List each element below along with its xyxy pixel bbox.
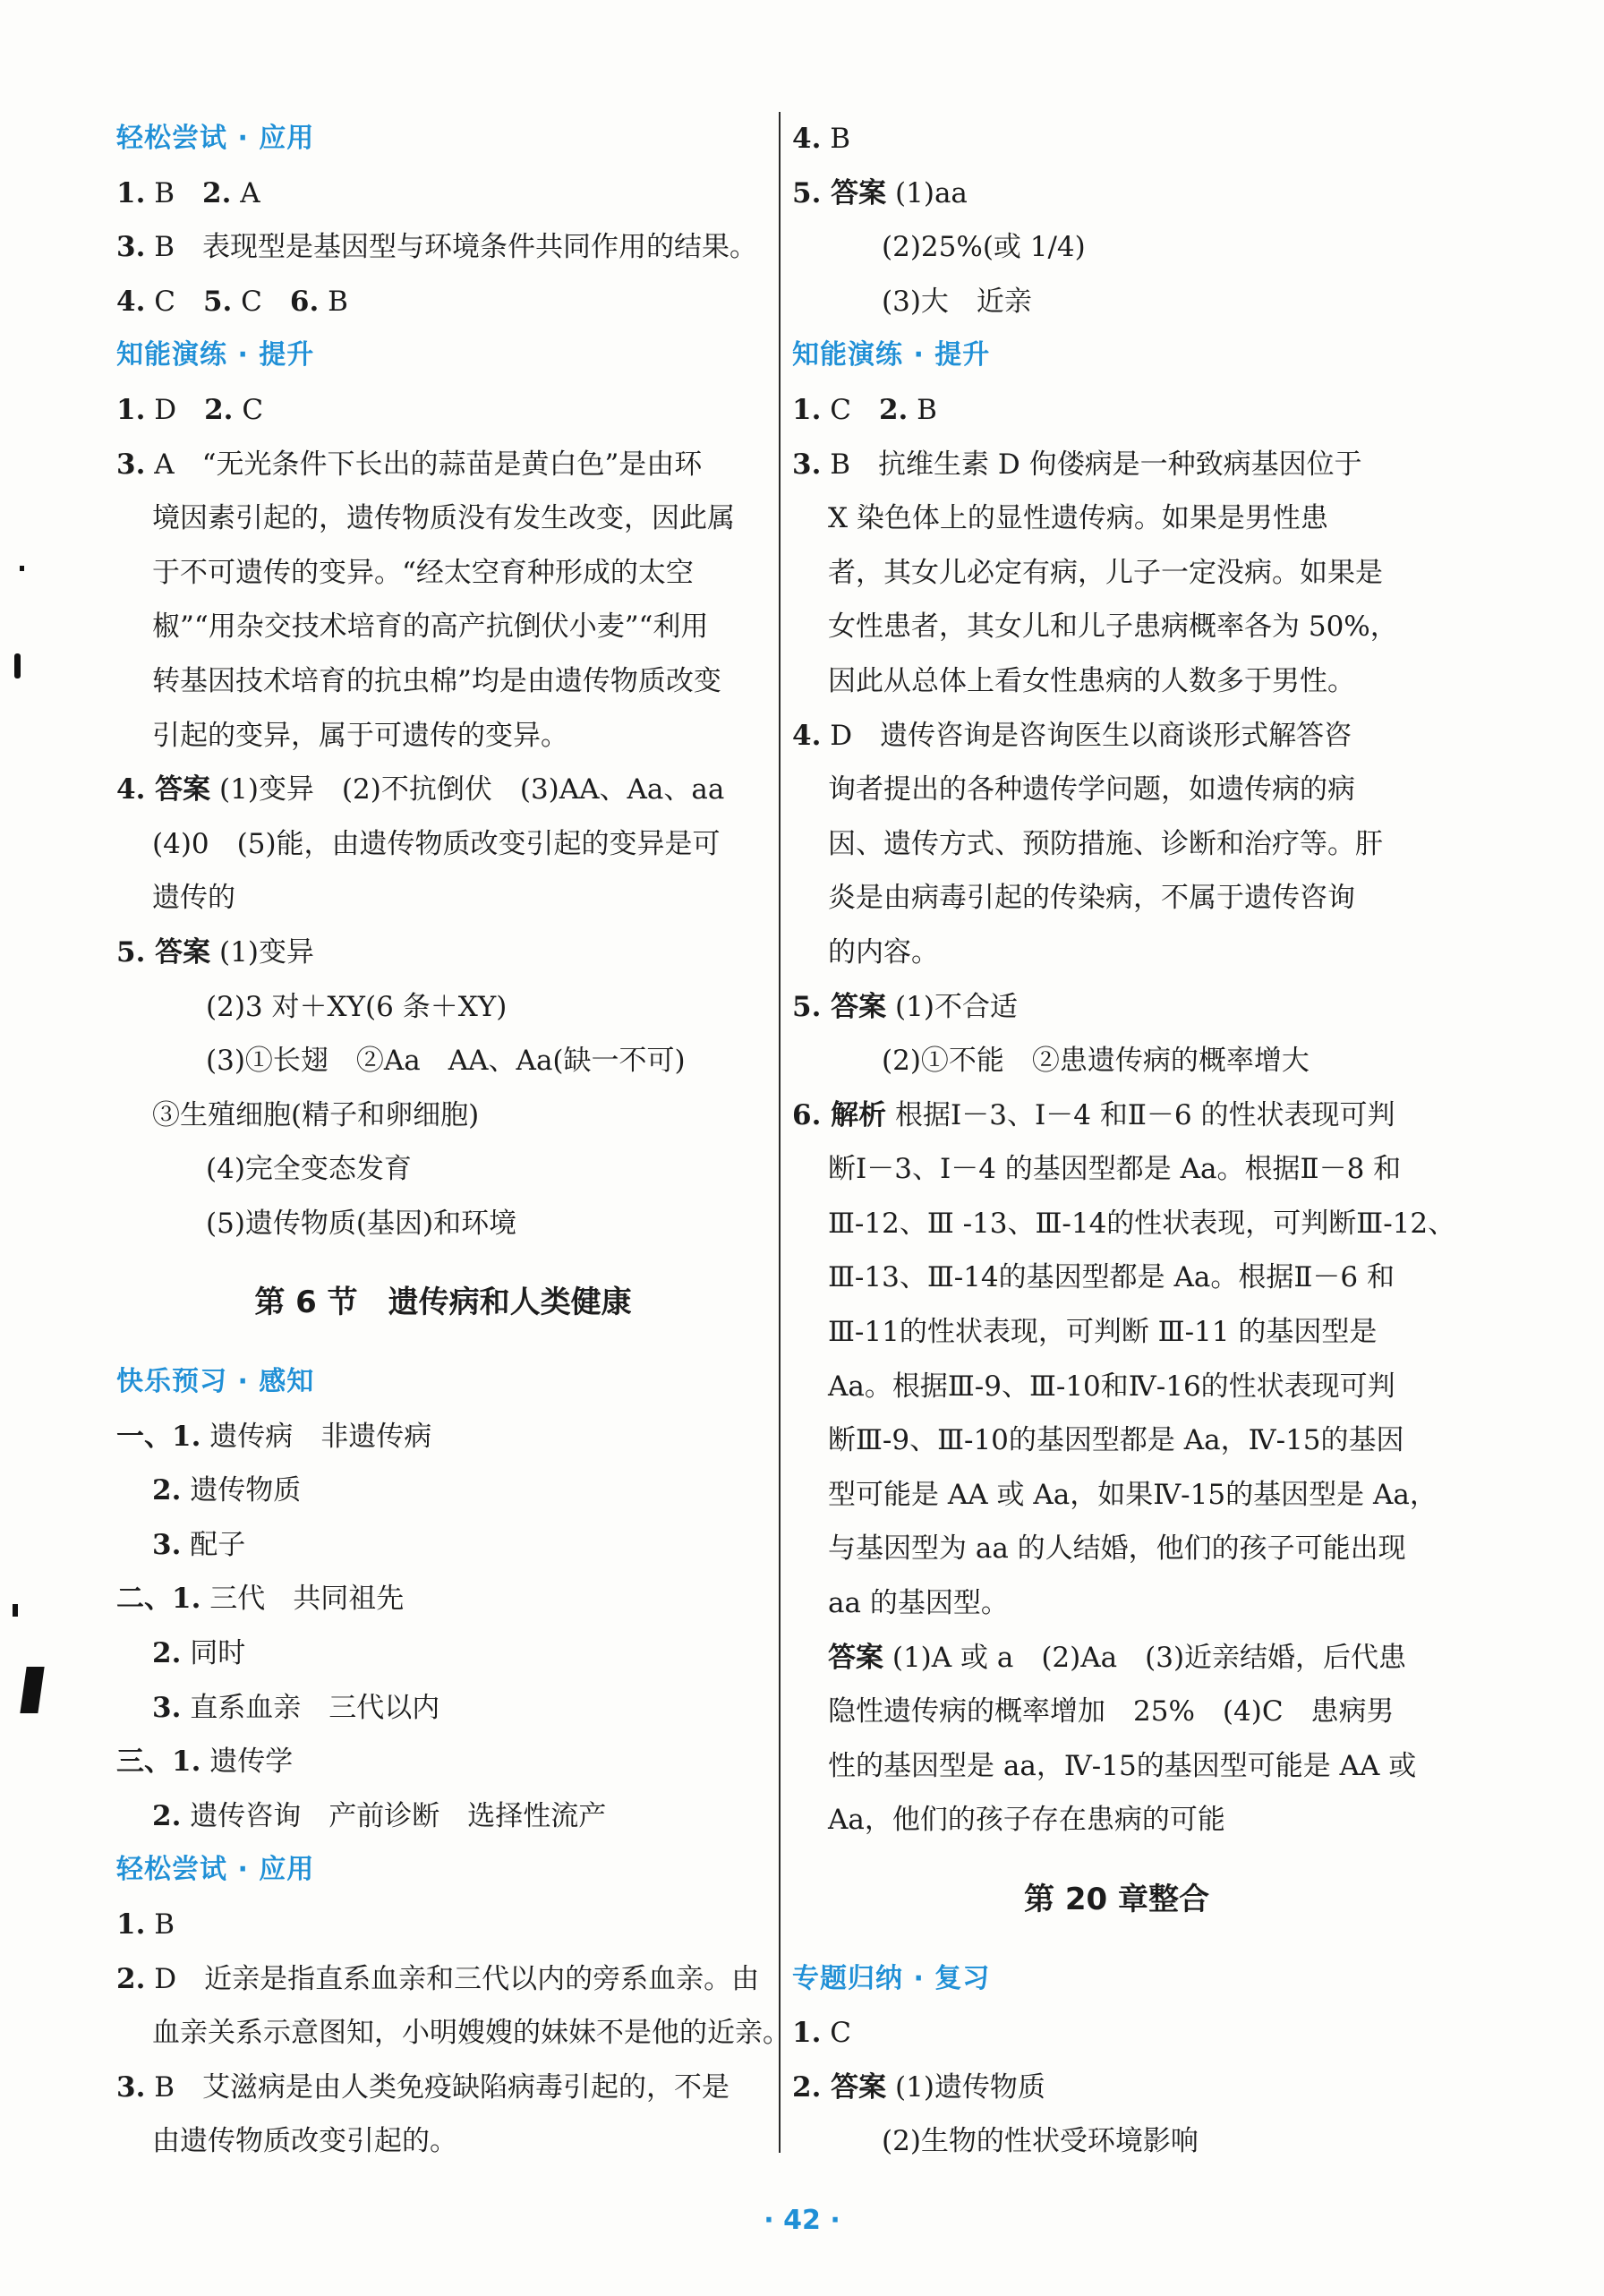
- answer-line: Ⅲ-12、Ⅲ -13、Ⅲ-14的性状表现，可判断Ⅲ-12、: [828, 1207, 1456, 1240]
- answer-line: 2. 遗传咨询 产前诊断 选择性流产: [152, 1799, 607, 1832]
- answer-line: 3. 配子: [152, 1528, 246, 1561]
- left-column: [116, 112, 790, 2169]
- answer-line: 询者提出的各种遗传学问题，如遗传病的病: [828, 773, 1355, 807]
- answer-line: 由遗传物质改变引起的。: [152, 2125, 457, 2158]
- section-heading: 轻松尝试 · 应用: [116, 1854, 315, 1886]
- answer-line: 炎是由病毒引起的传染病，不属于遗传咨询: [828, 882, 1355, 915]
- section-heading: 知能演练 · 提升: [792, 339, 991, 371]
- answer-line: 二、1. 三代 共同祖先: [116, 1583, 405, 1616]
- answer-line: 5. 答案 (1)aa: [792, 176, 968, 209]
- answer-line: X 染色体上的显性遗传病。如果是男性患: [828, 502, 1328, 535]
- answer-line: 于不可遗传的变异。“经太空育种形成的太空: [152, 556, 694, 589]
- answer-line: 引起的变异，属于可遗传的变异。: [152, 719, 568, 752]
- answer-line: 的内容。: [828, 935, 939, 969]
- answer-line: 3. B 艾滋病是由人类免疫缺陷病毒引起的，不是: [116, 2070, 730, 2104]
- answer-line: 4. C 5. C 6. B: [116, 285, 348, 318]
- answer-line: 2. D 近亲是指直系血亲和三代以内的旁系血亲。由: [116, 1962, 760, 1995]
- answer-line: 因此从总体上看女性患病的人数多于男性。: [828, 664, 1355, 697]
- answer-line: 血亲关系示意图知，小明嫂嫂的妹妹不是他的近亲。: [152, 2017, 790, 2050]
- answer-line: Aa。根据Ⅲ-9、Ⅲ-10和Ⅳ-16的性状表现可判: [828, 1370, 1395, 1403]
- chapter-title: 第 6 节 遗传病和人类健康: [254, 1285, 632, 1321]
- answer-line: 女性患者，其女儿和儿子患病概率各为 50%，: [828, 610, 1398, 644]
- answer-line: 2. 同时: [152, 1637, 246, 1670]
- answer-line: Ⅲ-13、Ⅲ-14的基因型都是 Aa。根据Ⅱ－6 和: [828, 1261, 1395, 1294]
- answer-line: (4)0 (5)能，由遗传物质改变引起的变异是可: [152, 827, 721, 860]
- section-heading: 快乐预习 · 感知: [116, 1366, 315, 1398]
- chapter-title: 第 20 章整合: [1024, 1882, 1209, 1917]
- answer-line: 遗传的: [152, 882, 235, 915]
- answer-line: 1. D 2. C: [116, 393, 264, 426]
- answer-line: (2)25%(或 1/4): [882, 231, 1086, 264]
- answer-line: 断Ⅲ-9、Ⅲ-10的基因型都是 Aa，Ⅳ-15的基因: [828, 1424, 1404, 1457]
- answer-line: Ⅲ-11的性状表现，可判断 Ⅲ-11 的基因型是: [828, 1316, 1378, 1349]
- answer-line: (2)生物的性状受环境影响: [882, 2125, 1199, 2158]
- answer-line: 转基因技术培育的抗虫棉”均是由遗传物质改变: [152, 664, 721, 697]
- answer-line: 三、1. 遗传学: [116, 1745, 294, 1779]
- scan-mark: [20, 566, 24, 571]
- answer-line: 3. B 表现型是基因型与环境条件共同作用的结果。: [116, 231, 758, 264]
- answer-line: 因、遗传方式、预防措施、诊断和治疗等。肝: [828, 827, 1383, 860]
- answer-line: 5. 答案 (1)变异: [116, 935, 314, 969]
- answer-line: 6. 解析 根据Ⅰ－3、Ⅰ－4 和Ⅱ－6 的性状表现可判: [792, 1098, 1395, 1131]
- answer-line: 椒”“用杂交技术培育的高产抗倒伏小麦”“利用: [152, 610, 709, 644]
- answer-line: (5)遗传物质(基因)和环境: [206, 1207, 517, 1240]
- answer-line: 一、1. 遗传病 非遗传病: [116, 1420, 432, 1453]
- answer-line: 4. 答案 (1)变异 (2)不抗倒伏 (3)AA、Aa、aa: [116, 773, 725, 807]
- answer-line: 2. 答案 (1)遗传物质: [792, 2070, 1045, 2104]
- answer-line: 5. 答案 (1)不合适: [792, 990, 1018, 1023]
- section-heading: 专题归纳 · 复习: [792, 1962, 991, 1994]
- right-column: [792, 112, 1456, 2169]
- answer-line: 1. C: [792, 2017, 851, 2050]
- answer-line: 答案 (1)A 或 a (2)Aa (3)近亲结婚，后代患: [828, 1641, 1407, 1674]
- answer-line: 3. A “无光条件下长出的蒜苗是黄白色”是由环: [116, 448, 703, 481]
- answer-line: 1. B 2. A: [116, 176, 260, 209]
- answer-line: 性的基因型是 aa，Ⅳ-15的基因型可能是 AA 或: [828, 1749, 1417, 1782]
- answer-line: 2. 遗传物质: [152, 1474, 302, 1507]
- answer-line: Aa，他们的孩子存在患病的可能: [828, 1804, 1225, 1837]
- answer-line: 4. D 遗传咨询是咨询医生以商谈形式解答咨: [792, 719, 1352, 752]
- scan-mark: [20, 1667, 44, 1713]
- section-heading: 轻松尝试 · 应用: [116, 123, 315, 154]
- answer-line: 3. 直系血亲 三代以内: [152, 1691, 440, 1724]
- answer-line: (3)①长翅 ②Aa AA、Aa(缺一不可): [206, 1045, 686, 1078]
- scan-mark: [14, 653, 21, 679]
- answer-line: 境因素引起的，遗传物质没有发生改变，因此属: [152, 502, 735, 535]
- scan-mark: [13, 1604, 18, 1617]
- section-heading: 知能演练 · 提升: [116, 339, 315, 371]
- answer-line: 4. B: [792, 123, 851, 155]
- answer-line: (4)完全变态发育: [206, 1153, 412, 1186]
- page-number: · 42 ·: [764, 2205, 840, 2236]
- answer-line: 与基因型为 aa 的人结婚，他们的孩子可能出现: [828, 1532, 1406, 1566]
- column-divider: [779, 112, 781, 2153]
- answer-line: 1. C 2. B: [792, 393, 937, 426]
- answer-line: 断Ⅰ－3、Ⅰ－4 的基因型都是 Aa。根据Ⅱ－8 和: [828, 1153, 1402, 1186]
- answer-line: 1. B: [116, 1908, 175, 1941]
- answer-line: ③生殖细胞(精子和卵细胞): [152, 1098, 480, 1131]
- answer-line: 型可能是 AA 或 Aa，如果Ⅳ-15的基因型是 Aa，: [828, 1478, 1438, 1511]
- answer-line: 者，其女儿必定有病，儿子一定没病。如果是: [828, 556, 1383, 589]
- answer-line: (2)①不能 ②患遗传病的概率增大: [882, 1045, 1310, 1078]
- answer-line: 隐性遗传病的概率增加 25% (4)C 患病男: [828, 1695, 1395, 1728]
- answer-line: 3. B 抗维生素 D 佝偻病是一种致病基因位于: [792, 448, 1362, 481]
- answer-line: (2)3 对＋XY(6 条＋XY): [206, 990, 508, 1023]
- answer-line: aa 的基因型。: [828, 1587, 1009, 1620]
- answer-line: (3)大 近亲: [882, 285, 1032, 318]
